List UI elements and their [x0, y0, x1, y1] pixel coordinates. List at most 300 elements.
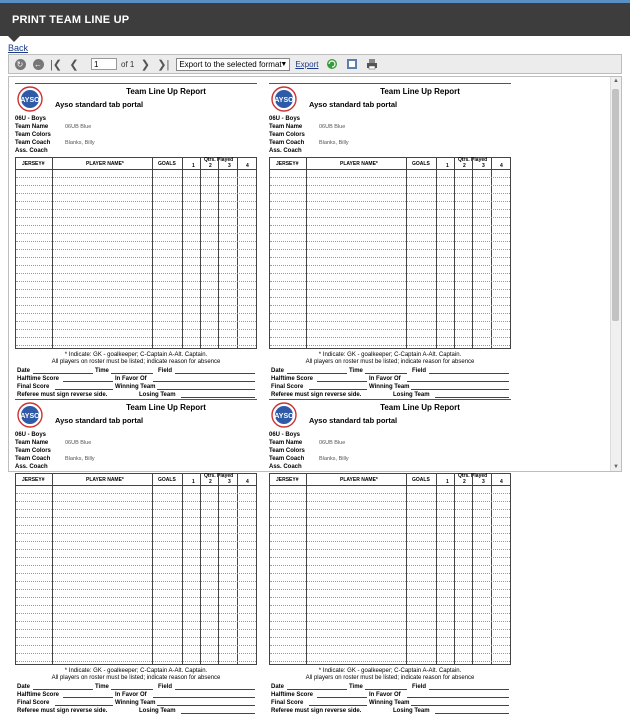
grid-row-line	[16, 589, 256, 590]
division-label: 06U - Boys	[269, 116, 301, 122]
losing-line	[181, 391, 255, 398]
scrollbar-thumb[interactable]	[612, 89, 619, 321]
referee-label: Referee must sign reverse side.	[17, 708, 108, 714]
qtr-1: 1	[446, 479, 449, 485]
qtr-3: 3	[228, 479, 231, 485]
grid-row-line	[270, 509, 510, 510]
grid-row-line	[270, 297, 510, 298]
final-score-label: Final Score	[271, 700, 304, 706]
lineup-note	[269, 668, 511, 682]
field-label: Field	[412, 684, 427, 690]
time-line	[111, 683, 153, 690]
report-title: Team Line Up Report	[126, 87, 206, 96]
note-indicate: * Indicate: GK - goalkeeper; C-Captain A-Alt. Captain.	[64, 352, 208, 358]
score-footer	[269, 683, 511, 715]
grid-row-line	[270, 241, 510, 242]
grid-col-line	[472, 158, 473, 348]
grid-col-line	[454, 158, 455, 348]
vertical-scrollbar[interactable]	[610, 77, 621, 471]
grid-col-line	[200, 158, 201, 348]
time-label: Time	[349, 684, 363, 690]
grid-col-line	[491, 474, 492, 664]
losing-label: Losing Team	[393, 708, 430, 714]
date-line	[287, 683, 347, 690]
grid-row-line	[16, 493, 256, 494]
grid-row-line	[16, 313, 256, 314]
grid-row-line	[16, 573, 256, 574]
grid-row-line	[16, 249, 256, 250]
time-line	[111, 367, 153, 374]
grid-row-line	[270, 257, 510, 258]
team-lineup-report	[15, 83, 257, 399]
grid-col-line	[218, 474, 219, 664]
grid-row-line	[16, 637, 256, 638]
last-page-icon[interactable]: ❯|	[157, 58, 170, 71]
time-line	[365, 367, 407, 374]
grid-col-line	[152, 158, 153, 348]
final-line	[309, 699, 367, 706]
grid-col-line	[237, 158, 238, 348]
col-goals: GOALS	[412, 477, 430, 483]
ayso-logo	[271, 402, 297, 428]
grid-col-line	[406, 158, 407, 348]
team-name-label: Team Name	[15, 124, 49, 130]
grid-col-line	[454, 474, 455, 664]
col-player-name: PLAYER NAME*	[340, 161, 378, 167]
grid-row-line	[270, 541, 510, 542]
grid-row-line	[16, 177, 256, 178]
qtr-4: 4	[246, 163, 249, 169]
note-roster: All players on roster must be listed; indicate reason for absence	[305, 675, 475, 681]
halftime-label: Halftime Score	[17, 692, 60, 698]
grid-col-line	[52, 474, 53, 664]
infavor-line	[153, 375, 255, 382]
grid-row-line	[16, 533, 256, 534]
halftime-line	[317, 691, 367, 698]
infavor-line	[407, 691, 509, 698]
grid-row-line	[16, 557, 256, 558]
grid-row-line	[270, 209, 510, 210]
grid-row-line	[16, 613, 256, 614]
grid-col-line	[406, 474, 407, 664]
grid-row-line	[270, 517, 510, 518]
infavor-line	[407, 375, 509, 382]
lineup-table	[15, 157, 257, 349]
grid-row-line	[270, 589, 510, 590]
qtr-2: 2	[209, 163, 212, 169]
winning-label: Winning Team	[115, 700, 156, 706]
grid-col-line	[436, 158, 437, 348]
grid-row-line	[270, 233, 510, 234]
qtr-4: 4	[246, 479, 249, 485]
note-roster: All players on roster must be listed; indicate reason for absence	[305, 359, 475, 365]
grid-row-line	[16, 305, 256, 306]
page-title: PRINT TEAM LINE UP	[12, 14, 130, 26]
losing-label: Losing Team	[139, 708, 176, 714]
grid-row-line	[270, 557, 510, 558]
ayso-logo	[271, 86, 297, 112]
col-jersey: JERSEY#	[276, 477, 299, 483]
report-viewer-toolbar	[8, 54, 622, 74]
winning-line	[157, 383, 255, 390]
team-colors-label: Team Colors	[15, 132, 51, 138]
infavor-label: In Favor Of	[369, 692, 401, 698]
time-line	[365, 683, 407, 690]
refresh-icon[interactable]: ↻	[13, 57, 27, 71]
halftime-line	[63, 691, 113, 698]
team-coach-label: Team Coach	[269, 140, 305, 146]
col-qtrs-played: Qtrs. Played	[204, 473, 234, 479]
col-jersey: JERSEY#	[276, 161, 299, 167]
team-coach-label: Team Coach	[15, 140, 51, 146]
col-jersey: JERSEY#	[22, 477, 45, 483]
winning-line	[157, 699, 255, 706]
grid-row-line	[16, 629, 256, 630]
score-footer	[15, 367, 257, 399]
print-icon[interactable]	[366, 58, 378, 70]
lineup-note	[269, 352, 511, 366]
grid-row-line	[270, 265, 510, 266]
grid-row-line	[270, 581, 510, 582]
grid-row-line	[16, 645, 256, 646]
grid-row-line	[270, 501, 510, 502]
grid-row-line	[16, 549, 256, 550]
col-player-name: PLAYER NAME*	[86, 161, 124, 167]
infavor-label: In Favor Of	[115, 376, 147, 382]
svg-text:AYSO: AYSO	[20, 413, 40, 420]
print-preview-icon[interactable]	[346, 58, 358, 70]
grid-row-line	[270, 661, 510, 662]
team-coach-value: Blanks, Billy	[319, 140, 349, 146]
report-viewer[interactable]	[8, 76, 622, 714]
grid-row-line	[270, 345, 510, 346]
final-score-label: Final Score	[17, 700, 50, 706]
grid-row-line	[16, 193, 256, 194]
grid-row-line	[16, 525, 256, 526]
losing-line	[435, 391, 509, 398]
halftime-line	[63, 375, 113, 382]
scroll-down-icon[interactable]: ▼	[613, 464, 619, 470]
grid-col-line	[182, 474, 183, 664]
team-name-value: 06UB Blue	[65, 440, 92, 446]
final-line	[55, 699, 113, 706]
losing-label: Losing Team	[393, 392, 430, 398]
export-refresh-icon[interactable]	[326, 58, 338, 70]
halftime-label: Halftime Score	[271, 376, 314, 382]
col-goals: GOALS	[412, 161, 430, 167]
scroll-up-icon[interactable]: ▲	[613, 78, 619, 84]
report-portal: Ayso standard tab portal	[309, 100, 398, 109]
division-label: 06U - Boys	[15, 116, 47, 122]
note-indicate: * Indicate: GK - goalkeeper; C-Captain A-Alt. Captain.	[318, 668, 462, 674]
winning-label: Winning Team	[115, 384, 156, 390]
infavor-label: In Favor Of	[115, 692, 147, 698]
report-portal: Ayso standard tab portal	[309, 416, 398, 425]
grid-col-line	[237, 474, 238, 664]
grid-row-line	[16, 661, 256, 662]
grid-row-line	[270, 533, 510, 534]
grid-col-line	[182, 158, 183, 348]
team-name-label: Team Name	[269, 440, 303, 446]
col-goals: GOALS	[158, 161, 176, 167]
grid-row-line	[270, 605, 510, 606]
grid-col-line	[436, 474, 437, 664]
field-label: Field	[158, 684, 173, 690]
svg-text:AYSO: AYSO	[274, 413, 294, 420]
halftime-label: Halftime Score	[271, 692, 314, 698]
grid-row-line	[270, 573, 510, 574]
grid-row-line	[270, 225, 510, 226]
field-label: Field	[412, 368, 427, 374]
header-notch	[8, 36, 20, 42]
team-coach-value: Blanks, Billy	[65, 456, 95, 462]
team-name-value: 06UB Blue	[319, 440, 346, 446]
report-portal: Ayso standard tab portal	[55, 100, 144, 109]
grid-row-line	[16, 517, 256, 518]
grid-row-line	[270, 201, 510, 202]
lineup-table	[15, 473, 257, 665]
asst-coach-label: Ass. Coach	[269, 148, 302, 154]
grid-row-line	[16, 225, 256, 226]
asst-coach-label: Ass. Coach	[15, 464, 48, 470]
previous-icon[interactable]: ←	[34, 59, 42, 69]
date-line	[33, 683, 93, 690]
export-format-select[interactable]: Export to the selected format ▼	[176, 58, 290, 71]
qtr-1: 1	[446, 163, 449, 169]
grid-row-line	[16, 201, 256, 202]
qtr-2: 2	[209, 479, 212, 485]
prev-page-icon[interactable]: ❮	[69, 58, 79, 71]
halftime-line	[317, 375, 367, 382]
page-count-label: of 1	[121, 59, 135, 69]
team-colors-label: Team Colors	[269, 448, 305, 454]
final-score-label: Final Score	[17, 384, 50, 390]
grid-col-line	[218, 158, 219, 348]
grid-row-line	[16, 605, 256, 606]
qtr-2: 2	[463, 479, 466, 485]
col-player-name: PLAYER NAME*	[340, 477, 378, 483]
note-indicate: * Indicate: GK - goalkeeper; C-Captain A-Alt. Captain.	[318, 352, 462, 358]
score-footer	[269, 367, 511, 399]
final-score-label: Final Score	[271, 384, 304, 390]
winning-label: Winning Team	[369, 384, 410, 390]
qtr-2: 2	[463, 163, 466, 169]
qtr-3: 3	[228, 163, 231, 169]
grid-row-line	[270, 289, 510, 290]
final-line	[55, 383, 113, 390]
grid-row-line	[16, 289, 256, 290]
grid-row-line	[16, 509, 256, 510]
division-label: 06U - Boys	[269, 432, 301, 438]
grid-row-line	[16, 541, 256, 542]
col-goals: GOALS	[158, 477, 176, 483]
time-label: Time	[95, 684, 109, 690]
col-qtrs-played: Qtrs. Played	[458, 157, 488, 163]
qtr-1: 1	[192, 479, 195, 485]
grid-row-line	[270, 613, 510, 614]
grid-col-line	[306, 474, 307, 664]
grid-row-line	[270, 337, 510, 338]
grid-col-line	[52, 158, 53, 348]
grid-row-line	[16, 345, 256, 346]
back-link[interactable]: Back	[8, 43, 29, 53]
losing-line	[435, 707, 509, 714]
grid-col-line	[306, 158, 307, 348]
qtr-1: 1	[192, 163, 195, 169]
grid-row-line	[270, 321, 510, 322]
grid-row-line	[16, 653, 256, 654]
note-roster: All players on roster must be listed; indicate reason for absence	[51, 359, 221, 365]
page-header-bar	[0, 0, 630, 36]
report-portal: Ayso standard tab portal	[55, 416, 144, 425]
grid-row-line	[270, 217, 510, 218]
division-label: 06U - Boys	[15, 432, 47, 438]
grid-row-line	[16, 337, 256, 338]
grid-row-line	[270, 629, 510, 630]
col-jersey: JERSEY#	[22, 161, 45, 167]
first-page-icon[interactable]: |❮	[49, 58, 63, 71]
grid-row-line	[270, 249, 510, 250]
grid-row-line	[16, 273, 256, 274]
team-coach-label: Team Coach	[269, 456, 305, 462]
halftime-label: Halftime Score	[17, 376, 60, 382]
lineup-table	[269, 473, 511, 665]
grid-row-line	[16, 321, 256, 322]
ayso-logo	[17, 86, 43, 112]
grid-row-line	[270, 281, 510, 282]
infavor-line	[153, 691, 255, 698]
note-indicate: * Indicate: GK - goalkeeper; C-Captain A-Alt. Captain.	[64, 668, 208, 674]
team-name-label: Team Name	[15, 440, 49, 446]
winning-line	[411, 383, 509, 390]
grid-row-line	[270, 193, 510, 194]
svg-text:AYSO: AYSO	[20, 97, 40, 104]
team-name-label: Team Name	[269, 124, 303, 130]
date-label: Date	[17, 684, 31, 690]
grid-row-line	[270, 185, 510, 186]
lineup-note	[15, 352, 257, 366]
date-line	[33, 367, 93, 374]
team-coach-value: Blanks, Billy	[65, 140, 95, 146]
team-colors-label: Team Colors	[269, 132, 305, 138]
grid-row-line	[270, 653, 510, 654]
report-title: Team Line Up Report	[380, 403, 460, 412]
team-coach-label: Team Coach	[15, 456, 51, 462]
infavor-label: In Favor Of	[369, 376, 401, 382]
grid-row-line	[16, 233, 256, 234]
export-link[interactable]: Export	[295, 59, 319, 69]
field-line	[175, 683, 255, 690]
grid-row-line	[16, 501, 256, 502]
qtr-4: 4	[500, 479, 503, 485]
grid-row-line	[270, 177, 510, 178]
grid-row-line	[270, 305, 510, 306]
grid-row-line	[16, 217, 256, 218]
field-line	[175, 367, 255, 374]
qtr-3: 3	[482, 163, 485, 169]
referee-label: Referee must sign reverse side.	[271, 392, 362, 398]
team-name-value: 06UB Blue	[65, 124, 92, 130]
losing-label: Losing Team	[139, 392, 176, 398]
qtr-3: 3	[482, 479, 485, 485]
asst-coach-label: Ass. Coach	[15, 148, 48, 154]
team-lineup-report	[269, 83, 511, 399]
col-player-name: PLAYER NAME*	[86, 477, 124, 483]
grid-row-line	[16, 565, 256, 566]
qtr-4: 4	[500, 163, 503, 169]
report-title: Team Line Up Report	[380, 87, 460, 96]
report-title: Team Line Up Report	[126, 403, 206, 412]
grid-col-line	[491, 158, 492, 348]
asst-coach-label: Ass. Coach	[269, 464, 302, 470]
lineup-note	[15, 668, 257, 682]
date-label: Date	[17, 368, 31, 374]
score-footer	[15, 683, 257, 715]
grid-row-line	[270, 493, 510, 494]
time-label: Time	[95, 368, 109, 374]
team-coach-value: Blanks, Billy	[319, 456, 349, 462]
field-label: Field	[158, 368, 173, 374]
referee-label: Referee must sign reverse side.	[17, 392, 108, 398]
grid-row-line	[16, 185, 256, 186]
field-line	[429, 683, 509, 690]
final-line	[309, 383, 367, 390]
winning-line	[411, 699, 509, 706]
page-number-input[interactable]: 1	[91, 58, 117, 70]
note-roster: All players on roster must be listed; indicate reason for absence	[51, 675, 221, 681]
time-label: Time	[349, 368, 363, 374]
grid-row-line	[270, 273, 510, 274]
grid-row-line	[270, 329, 510, 330]
grid-row-line	[270, 645, 510, 646]
grid-row-line	[270, 637, 510, 638]
field-line	[429, 367, 509, 374]
grid-row-line	[16, 209, 256, 210]
next-page-icon[interactable]: ❯	[140, 58, 150, 71]
grid-row-line	[270, 313, 510, 314]
col-qtrs-played: Qtrs. Played	[204, 157, 234, 163]
grid-col-line	[200, 474, 201, 664]
grid-col-line	[152, 474, 153, 664]
date-line	[287, 367, 347, 374]
team-colors-label: Team Colors	[15, 448, 51, 454]
grid-col-line	[472, 474, 473, 664]
losing-line	[181, 707, 255, 714]
team-lineup-report	[15, 399, 257, 715]
date-label: Date	[271, 684, 285, 690]
grid-row-line	[270, 525, 510, 526]
grid-row-line	[16, 265, 256, 266]
grid-row-line	[16, 257, 256, 258]
grid-row-line	[16, 597, 256, 598]
grid-row-line	[16, 621, 256, 622]
ayso-logo	[17, 402, 43, 428]
grid-row-line	[16, 281, 256, 282]
date-label: Date	[271, 368, 285, 374]
col-qtrs-played: Qtrs. Played	[458, 473, 488, 479]
grid-row-line	[270, 565, 510, 566]
grid-row-line	[270, 621, 510, 622]
team-name-value: 06UB Blue	[319, 124, 346, 130]
svg-text:AYSO: AYSO	[274, 97, 294, 104]
grid-row-line	[16, 329, 256, 330]
referee-label: Referee must sign reverse side.	[271, 708, 362, 714]
grid-row-line	[16, 581, 256, 582]
team-lineup-report	[269, 399, 511, 715]
grid-row-line	[16, 297, 256, 298]
grid-row-line	[270, 597, 510, 598]
grid-row-line	[270, 549, 510, 550]
